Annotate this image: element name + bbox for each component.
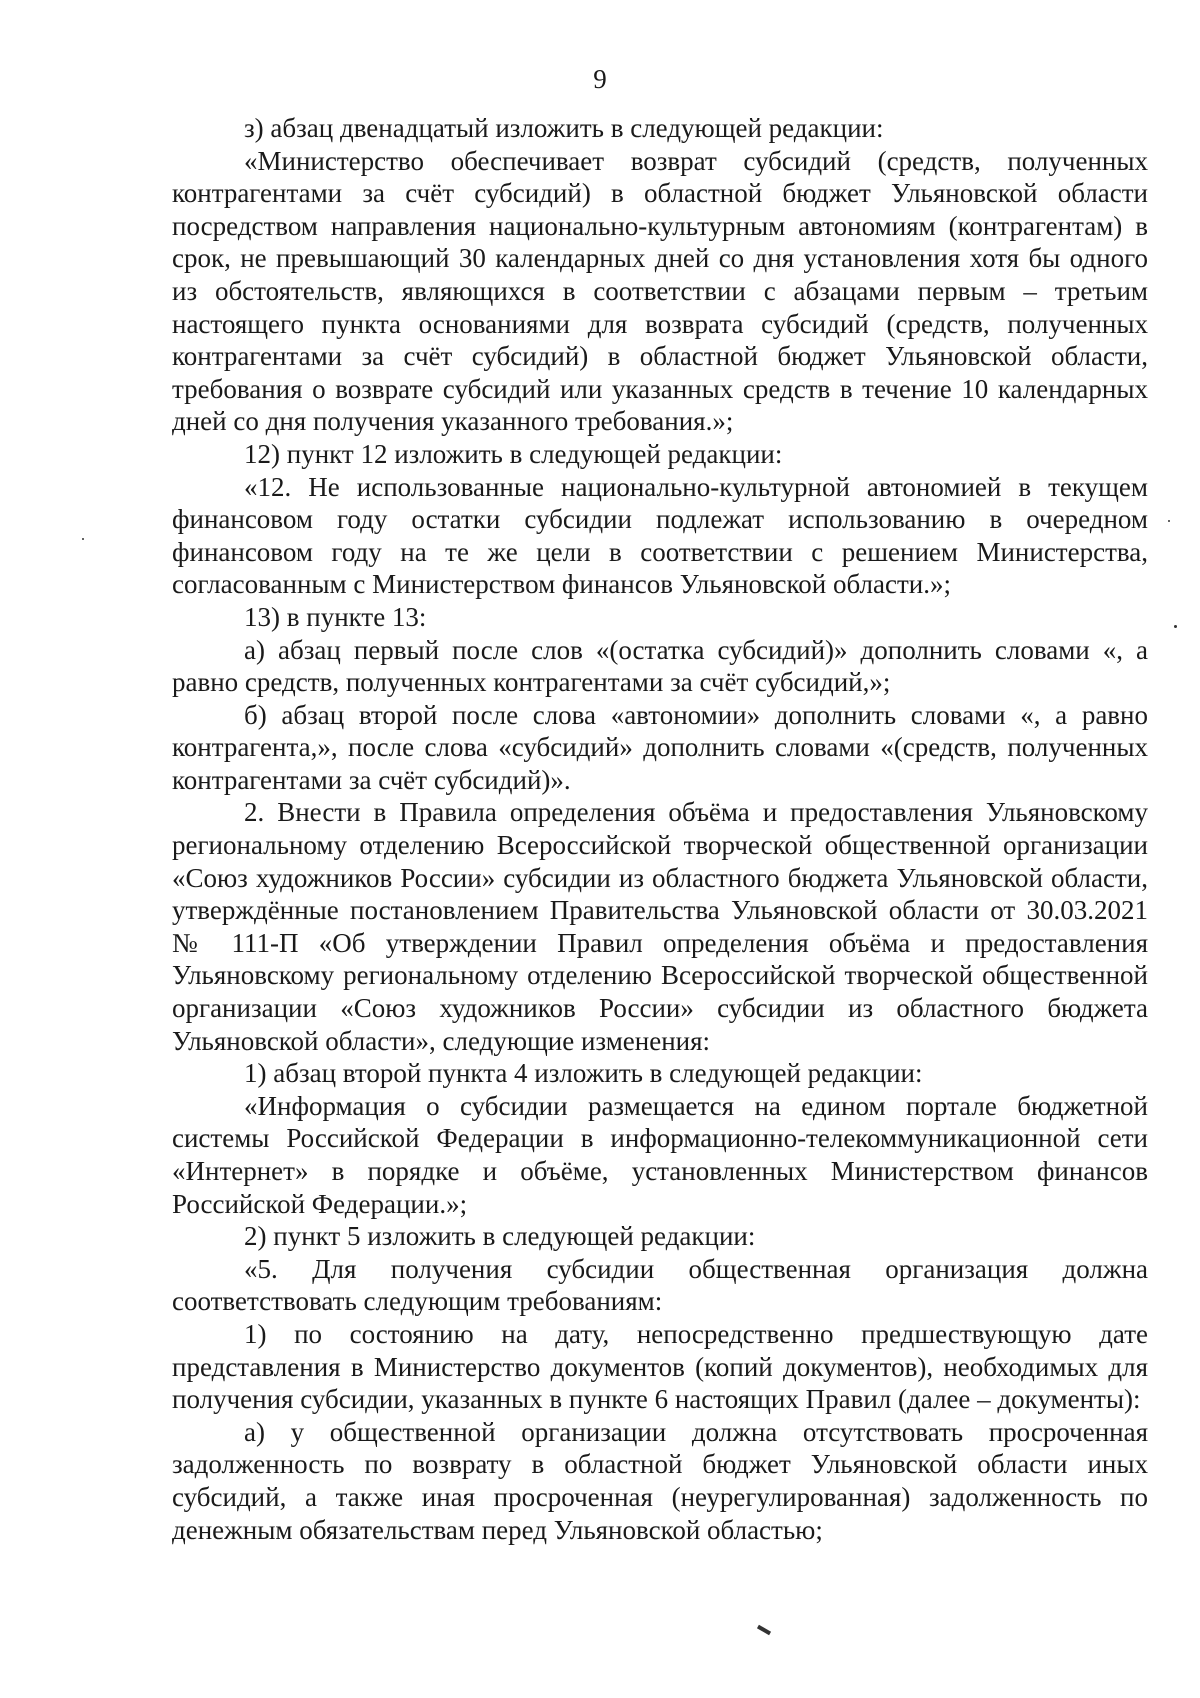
paragraph: 13) в пункте 13: bbox=[244, 601, 427, 632]
paragraph: 2. Внести в Правила определения объёма и предоставления Ульяновскому региональному отделению Всероссийской творческой общественной организации «Союз художников России» субсидии из областного бюджета Ульяновской области, утверждённые постановлением Правительства Ульяновской области от 30.03.2021 № 111-П «Об утверждении Правил определения объёма и предоставления Ульяновскому региональному отделению Всероссийской творческой общественной организации «Союз художников России» субсидии из областного бюджета Ульяновской области», следующие изменения: bbox=[172, 797, 1148, 1056]
paragraph: б) абзац второй после слова «автономии» дополнить словами «, а равно контрагента,», после слова «субсидий» дополнить словами «(средств, полученных контрагентами за счёт субсидий)». bbox=[172, 699, 1148, 795]
paragraph: «5. Для получения субсидии общественная организация должна соответствовать следующим требованиям: bbox=[172, 1253, 1148, 1317]
paragraph: 2) пункт 5 изложить в следующей редакции: bbox=[244, 1221, 756, 1252]
paragraph: «12. Не использованные национально-культурной автономией в текущем финансовом году остатки субсидии подлежат использованию в очередном финансовом году на те же цели в соответствии с решением Министерства, согласованным с Министерством финансов Ульяновской области.»; bbox=[172, 471, 1148, 600]
scan-artifact-dot bbox=[82, 538, 84, 540]
paragraph: 12) пункт 12 изложить в следующей редакции: bbox=[244, 438, 783, 469]
scan-artifact-dot bbox=[1168, 520, 1170, 522]
paragraph: 1) абзац второй пункта 4 изложить в следующей редакции: bbox=[244, 1058, 923, 1089]
paragraph: 1) по состоянию на дату, непосредственно предшествующую дате представления в Министерство документов (копий документов), необходимых для получения субсидии, указанных в пункте 6 настоящих Правил (далее – документы): bbox=[172, 1318, 1148, 1415]
page-number: 9 bbox=[593, 64, 607, 94]
scan-artifact-mark bbox=[757, 1625, 771, 1635]
paragraph: з) абзац двенадцатый изложить в следующей редакции: bbox=[244, 113, 884, 143]
paragraph: «Информация о субсидии размещается на едином портале бюджетной системы Российской Федерации в информационно-телекоммуникационной сети «Интернет» в порядке и объёме, установленных Министерством финансов Российской Федерации.»; bbox=[172, 1090, 1148, 1219]
paragraph: а) у общественной организации должна отсутствовать просроченная задолженность по возврату в областной бюджет Ульяновской области иных субсидий, а также иная просроченная (неурегулированная) задолженность по денежным обязательствам перед Ульяновской областью; bbox=[172, 1416, 1148, 1545]
scan-artifact-dot bbox=[1174, 625, 1177, 628]
document-body bbox=[172, 112, 1148, 1546]
paragraph: «Министерство обеспечивает возврат субсидий (средств, полученных контрагентами за счёт субсидий) в областной бюджет Ульяновской области посредством направления национально-культурным автономиям (контрагентам) в срок, не превышающий 30 календарных дней со дня установления хотя бы одного из обстоятельств, являющихся в соответствии с абзацами первым – третьим настоящего пункта основаниями для возврата субсидий (средств, полученных контрагентами за счёт субсидий) в областной бюджет Ульяновской области, требования о возврате субсидий или указанных средств в течение 10 календарных дней со дня получения указанного требования.»; bbox=[172, 145, 1148, 437]
paragraph: а) абзац первый после слов «(остатка субсидий)» дополнить словами «, а равно средств, полученных контрагентами за счёт субсидий,»; bbox=[172, 634, 1148, 698]
